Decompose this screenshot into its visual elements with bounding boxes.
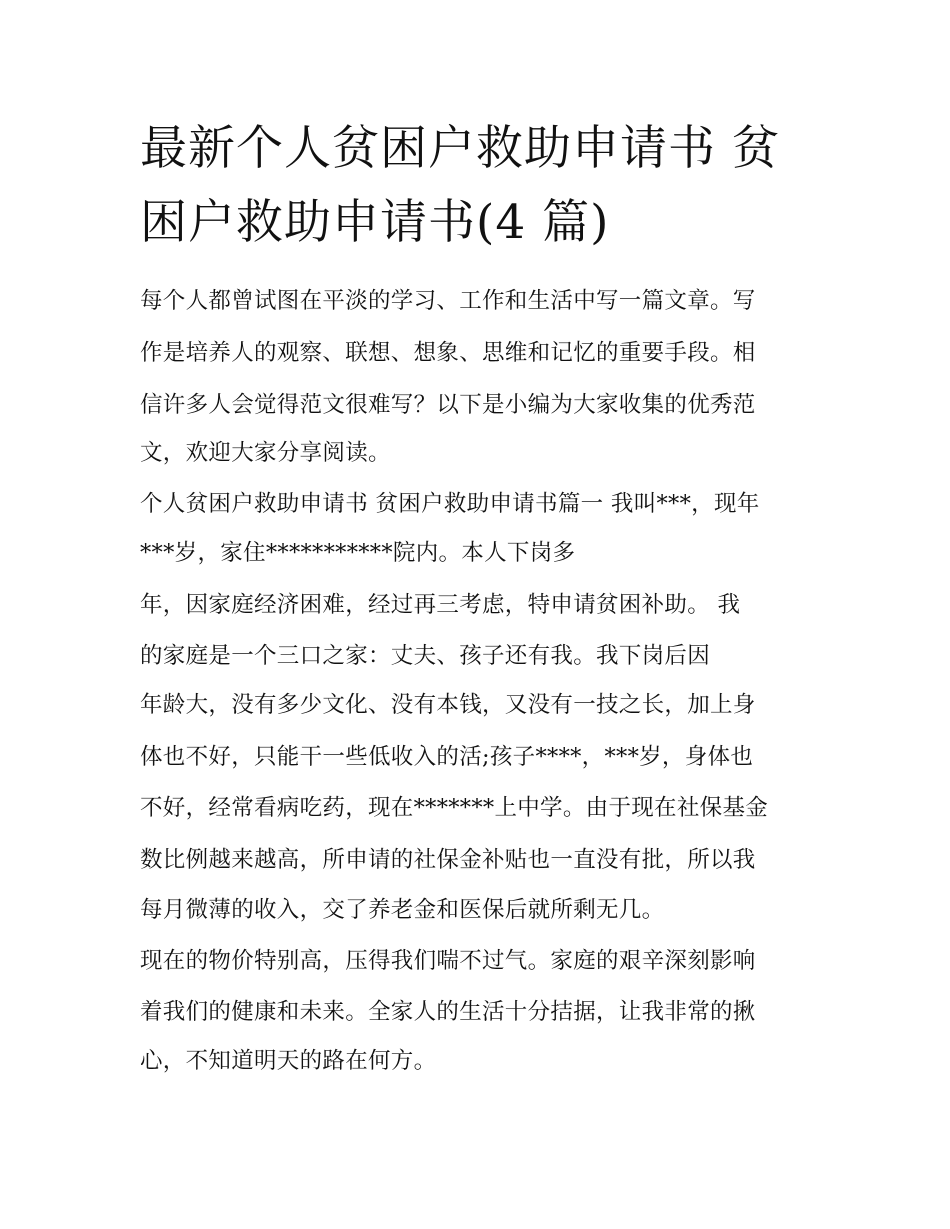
body-line: ***岁，家住***********院内。本人下岗多: [140, 540, 576, 566]
body-line: 个人贫困户救助申请书 贫困户救助申请书篇一 我叫***，现年: [140, 491, 760, 517]
body-line: 体也不好，只能干一些低收入的活;孩子****，***岁，身体也: [140, 744, 754, 770]
body-line: 年龄大，没有多少文化、没有本钱，又没有一技之长，加上身: [140, 692, 756, 718]
body-line: 每个人都曾试图在平淡的学习、工作和生活中写一篇文章。写: [140, 288, 756, 314]
body-line: 的家庭是一个三口之家：丈夫、孩子还有我。我下岗后因: [140, 643, 711, 669]
body-line: 文，欢迎大家分享阅读。: [140, 440, 391, 466]
body-line: 心，不知道明天的路在何方。: [140, 1048, 437, 1074]
body-line: 着我们的健康和未来。全家人的生活十分拮据，让我非常的揪: [140, 999, 756, 1025]
body-line: 现在的物价特别高，压得我们喘不过气。家庭的艰辛深刻影响: [140, 948, 756, 974]
body-line: 作是培养人的观察、联想、想象、思维和记忆的重要手段。相: [140, 340, 756, 366]
body-line: 信许多人会觉得范文很难写？以下是小编为大家收集的优秀范: [140, 392, 756, 418]
document-title: 最新个人贫困户救助申请书 贫困户救助申请书(4 篇): [140, 121, 780, 250]
body-line: 不好，经常看病吃药，现在*******上中学。由于现在社保基金: [140, 795, 769, 821]
body-line: 每月微薄的收入，交了养老金和医保后就所剩无几。: [140, 897, 665, 923]
body-line: 年，因家庭经济困难，经过再三考虑，特申请贫困补助。 我: [140, 592, 741, 618]
body-line: 数比例越来越高，所申请的社保金补贴也一直没有批，所以我: [140, 847, 756, 873]
